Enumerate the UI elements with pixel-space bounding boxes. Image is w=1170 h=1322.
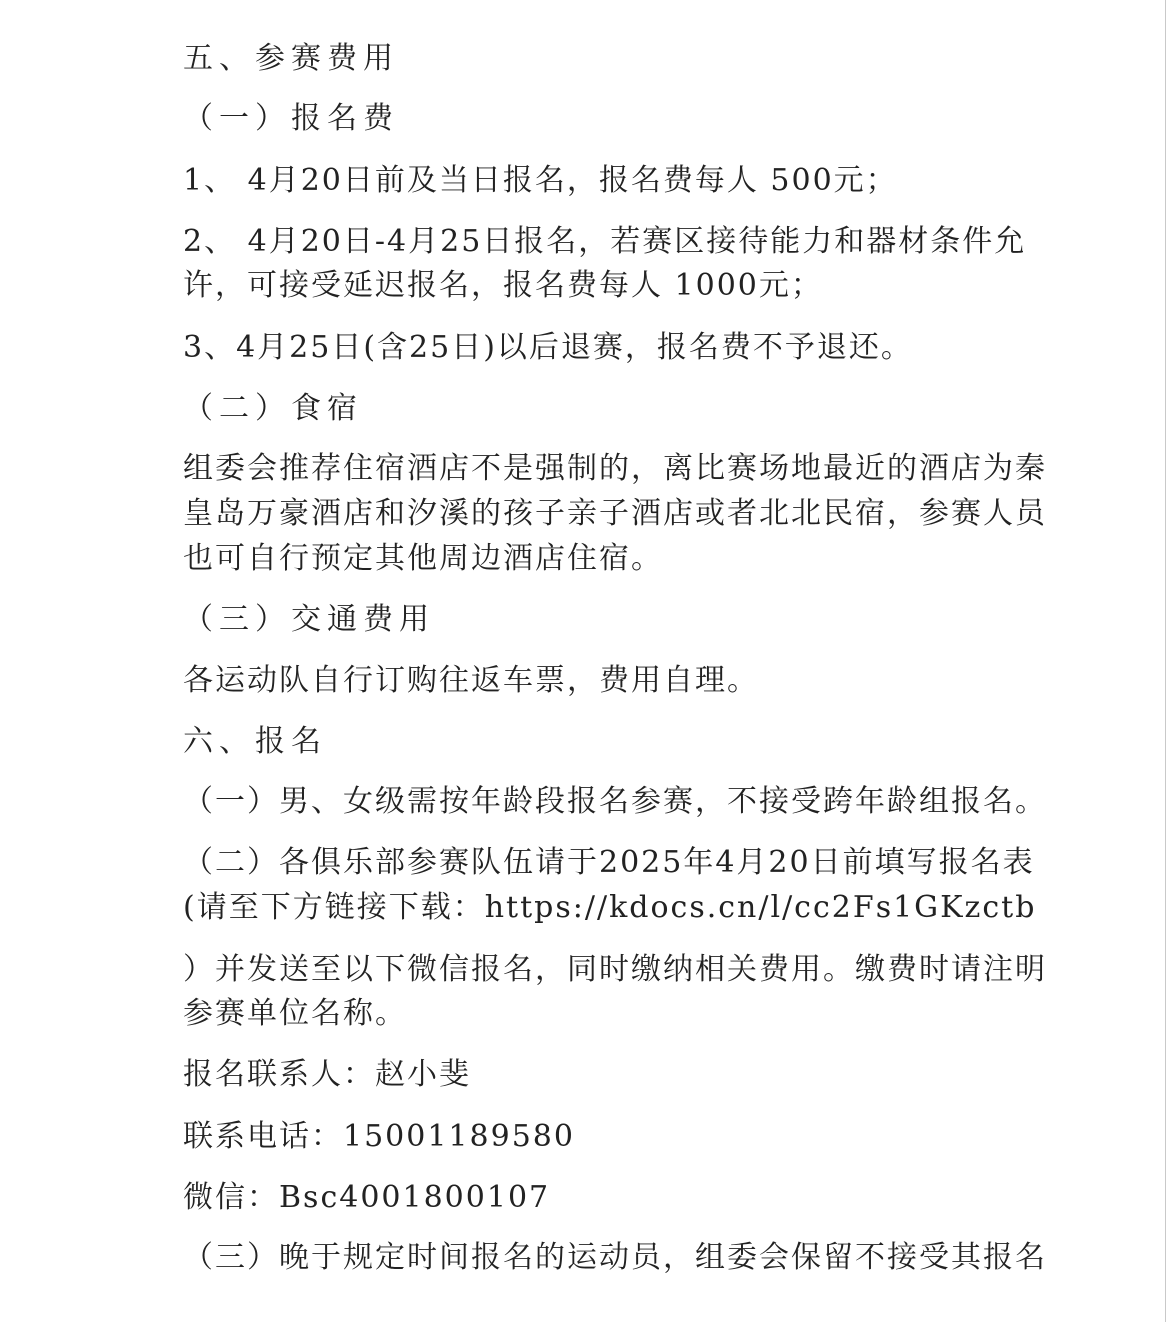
fee-subsection-1-heading: （一）报名费 [183,101,399,136]
section-6-heading: 六、报名 [183,724,327,759]
fee-item-1: 1、 4月20日前及当日报名，报名费每人 500元； [183,163,898,198]
transport-text: 各运动队自行订购往返车票，费用自理。 [183,663,759,698]
lodging-line-1: 组委会推荐住宿酒店不是强制的，离比赛场地最近的酒店为秦 [183,451,1047,486]
registration-item-2-line-3: ）并发送至以下微信报名，同时缴纳相关费用。缴费时请注明 [183,952,1047,987]
fee-subsection-2-heading: （二）食宿 [183,391,363,426]
registration-item-2-line-2 [183,888,1036,928]
contact-phone: 联系电话：15001189580 [183,1119,575,1154]
fee-item-3: 3、4月25日(含25日)以后退赛，报名费不予退还。 [183,330,913,365]
section-5-heading: 五、参赛费用 [183,41,399,76]
registration-item-2-line-4: 参赛单位名称。 [183,996,407,1031]
page-edge-divider [1165,0,1166,1322]
fee-subsection-3-heading: （三）交通费用 [183,602,435,637]
registration-item-3: （三）晚于规定时间报名的运动员，组委会保留不接受其报名 [183,1240,1047,1275]
lodging-line-3: 也可自行预定其他周边酒店住宿。 [183,541,663,576]
registration-item-2-line-1: （二）各俱乐部参赛队伍请于2025年4月20日前填写报名表 [183,845,1035,880]
contact-person: 报名联系人：赵小斐 [183,1057,471,1092]
contact-wechat: 微信：Bsc4001800107 [183,1180,551,1215]
fee-item-2-line-1: 2、 4月20日-4月25日报名，若赛区接待能力和器材条件允 [183,224,1027,259]
lodging-line-2: 皇岛万豪酒店和汐溪的孩子亲子酒店或者北北民宿，参赛人员 [183,496,1047,531]
registration-item-1: （一）男、女级需按年龄段报名参赛，不接受跨年龄组报名。 [183,784,1047,819]
download-instruction-text: (请至下方链接下载： [183,890,485,925]
fee-item-2-line-2: 许，可接受延迟报名，报名费每人 1000元； [183,268,823,303]
registration-form-link[interactable]: https://kdocs.cn/l/cc2Fs1GKzctb [484,890,1037,925]
